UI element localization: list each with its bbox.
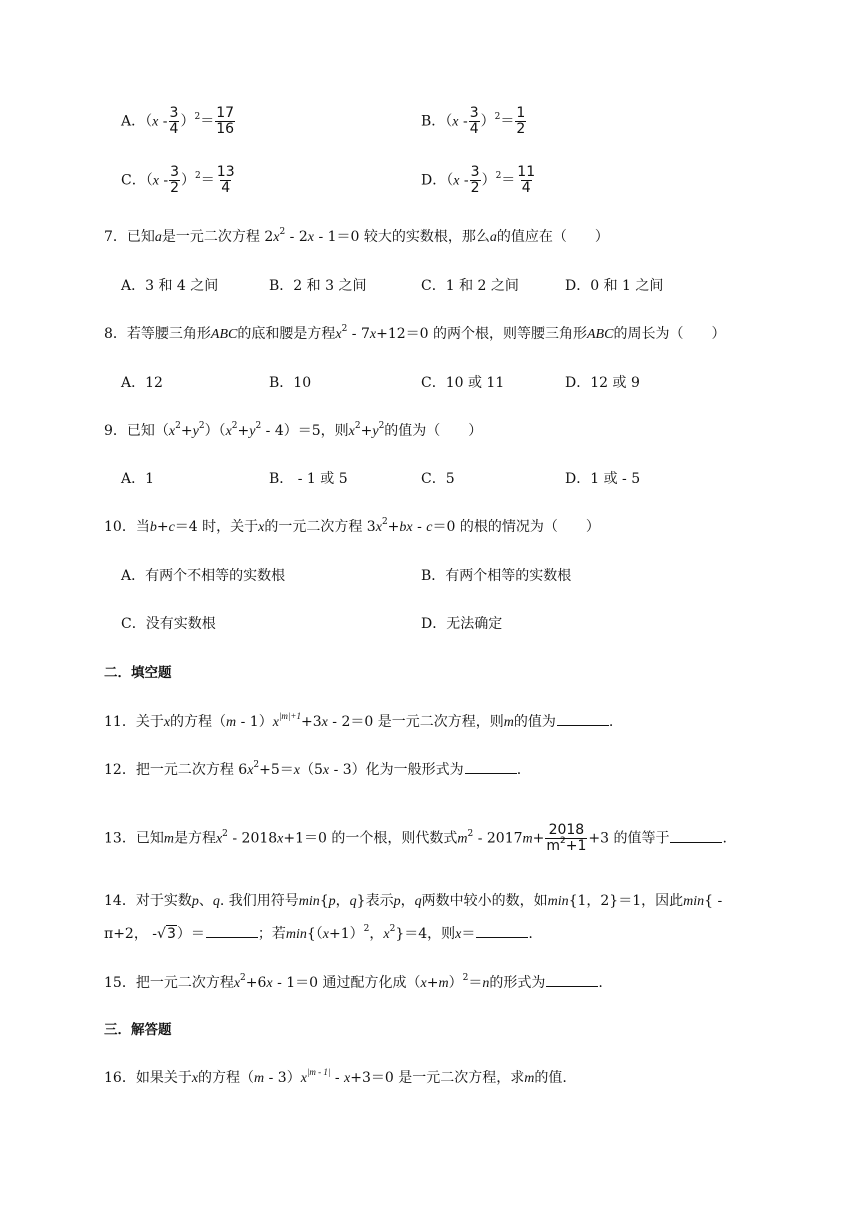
fraction: $\frac{11}{4}$ [517, 164, 536, 196]
fraction: $\frac{3}{4}$ [169, 105, 179, 137]
q9-option-d[interactable]: D．1 或 - 5 [565, 471, 641, 487]
fraction: $\frac{1}{2}$ [516, 105, 526, 137]
answer-blank[interactable] [465, 759, 517, 774]
q7-option-c[interactable]: C．1 和 2 之间 [421, 278, 519, 294]
q6-option-a[interactable]: A．（x - $\frac{3}{4}$ ）$^2$＝ $\frac{17}{16}$ [121, 105, 235, 137]
question-10: 10．当b+c＝4 时，关于x的一元二次方程 $3x^2+bx - c=0$ 的根的情况为（ ） [104, 517, 600, 535]
section-heading-solve: 三．解答题 [104, 1022, 172, 1038]
q7-option-a[interactable]: A．3 和 4 之间 [121, 278, 219, 294]
question-8: 8．若等腰三角形ABC的底和腰是方程$x^2 - 7x+12=0$ 的两个根，则等腰三角形ABC的周长为（ ） [104, 324, 726, 342]
question-13: 13．已知m是方程$x^2 - 2018x+1=0$ 的一个根，则代数式$m^2 - 2017m+$ $\frac{2018}{m^2+1}$ +3 的值等于 . [104, 822, 727, 854]
fraction: $\frac{3}{2}$ [470, 164, 480, 196]
sqrt-symbol: √3 [157, 926, 176, 942]
q10-option-c[interactable]: C．没有实数根 [121, 616, 216, 632]
q9-option-a[interactable]: A．1 [121, 471, 155, 487]
q10-option-a[interactable]: A．有两个不相等的实数根 [121, 568, 286, 584]
question-12: 12．把一元二次方程 $6x^2+5=x(5x - 3)$化为一般形式为 . [104, 760, 522, 778]
q8-option-a[interactable]: A．12 [121, 375, 163, 391]
q10-option-b[interactable]: B．有两个相等的实数根 [421, 568, 572, 584]
q9-option-b[interactable]: B． - 1 或 5 [269, 471, 348, 487]
q6-option-b[interactable]: B．（x - $\frac{3}{4}$ ）$^2$＝ $\frac{1}{2}$ [421, 105, 526, 137]
question-7: 7．已知a是一元二次方程 $2x^2 - 2x - 1=0$ 较大的实数根，那么a的值应在（ ） [104, 227, 609, 245]
q6-option-c[interactable]: C．（x - $\frac{3}{2}$ ）$^2$＝ $\frac{13}{4}$ [121, 164, 235, 196]
answer-blank[interactable] [206, 923, 258, 938]
q9-option-c[interactable]: C．5 [421, 471, 455, 487]
answer-blank[interactable] [546, 972, 598, 987]
question-14-line-2: π+2， -√3）＝ ；若$\min\{(x+1)^2$，$x^2\}=4$，则x＝ . [104, 924, 533, 942]
q7-option-b[interactable]: B．2 和 3 之间 [269, 278, 367, 294]
answer-blank[interactable] [557, 711, 609, 726]
q10-option-d[interactable]: D．无法确定 [421, 616, 503, 632]
q8-option-b[interactable]: B．10 [269, 375, 312, 391]
q8-option-c[interactable]: C．10 或 11 [421, 375, 505, 391]
question-15: 15．把一元二次方程$x^2+6x - 1=0$ 通过配方化成$(x+m)^2=n$的形式为 . [104, 973, 603, 991]
section-heading-fill-in: 二．填空题 [104, 665, 172, 681]
q6-option-d[interactable]: D．（x - $\frac{3}{2}$ ）$^2$＝ $\frac{11}{4}$ [421, 164, 536, 196]
fraction: $\frac{3}{2}$ [170, 164, 180, 196]
question-16: 16．如果关于x的方程$(m - 3)x^{|m - 1|} - x+3=0$ 是一元二次方程，求m的值. [104, 1067, 567, 1086]
q7-option-d[interactable]: D．0 和 1 之间 [565, 278, 664, 294]
fraction: $\frac{13}{4}$ [216, 164, 235, 196]
fraction: $\frac{17}{16}$ [216, 105, 235, 137]
fraction: $\frac{2018}{m^2+1}$ [546, 822, 587, 854]
answer-blank[interactable] [670, 828, 722, 843]
answer-blank[interactable] [476, 923, 528, 938]
question-9: 9．已知$(x^2+y^2)(x^2+y^2 - 4)=5$，则$x^2+y^2$的值为（ ） [104, 421, 483, 439]
question-14: 14．对于实数p、q. 我们用符号min{p，q}表示p，q两数中较小的数，如min{1，2}＝1，因此min{ - [104, 893, 723, 909]
q8-option-d[interactable]: D．12 或 9 [565, 375, 640, 391]
question-11: 11．关于x的方程$(m - 1)x^{|m|+1}+3x - 2=0$ 是一元二次方程，则m的值为 . [104, 711, 614, 730]
fraction: $\frac{3}{4}$ [469, 105, 479, 137]
